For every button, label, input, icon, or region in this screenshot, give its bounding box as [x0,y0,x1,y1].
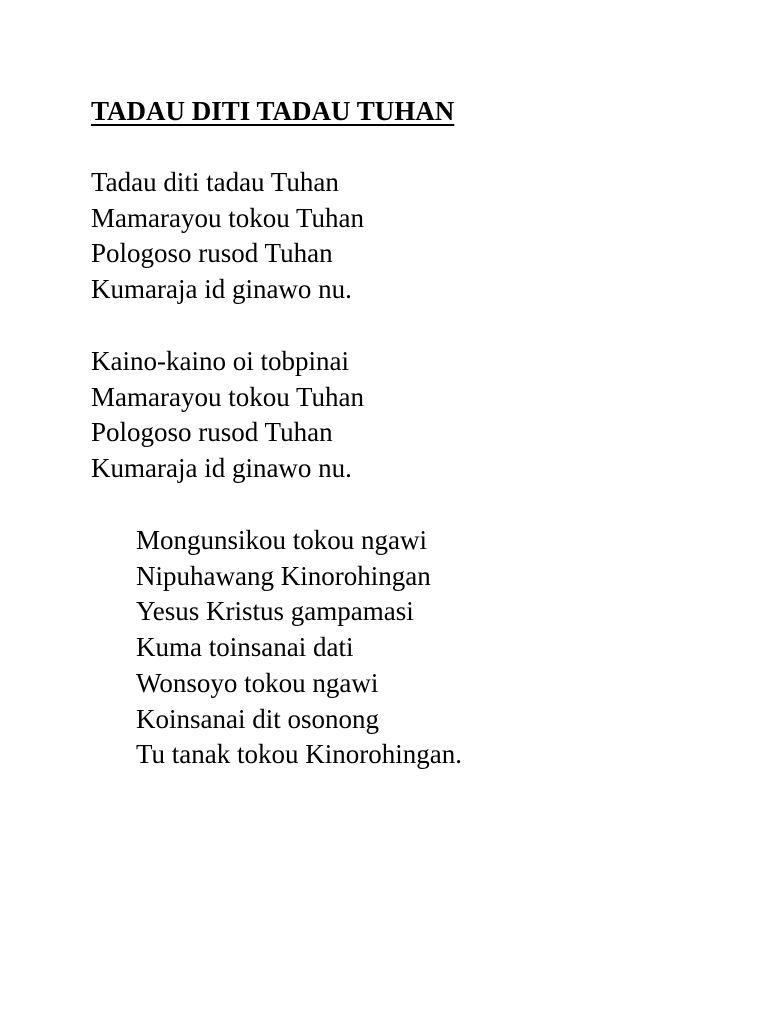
lyric-line: Tu tanak tokou Kinorohingan. [136,739,462,770]
lyric-line: Mamarayou tokou Tuhan [91,202,364,233]
lyric-line: Pologoso rusod Tuhan [91,417,333,448]
lyric-line: Kumaraja id ginawo nu. [91,274,352,305]
lyric-line: Kuma toinsanai dati [136,632,354,663]
lyric-line: Nipuhawang Kinorohingan [136,560,431,591]
lyric-line: Tadau diti tadau Tuhan [91,167,339,197]
lyric-line: Kaino-kaino oi tobpinai [91,346,349,376]
stanza-3-chorus [136,523,462,773]
lyric-line: Kumaraja id ginawo nu. [91,453,352,484]
lyric-line: Mongunsikou tokou ngawi [136,525,428,555]
lyric-line: Pologoso rusod Tuhan [91,238,333,269]
stanza-2 [91,344,364,487]
stanza-1 [91,165,364,308]
song-title: TADAU DITI TADAU TUHAN [91,96,455,126]
lyric-line: Wonsoyo tokou ngawi [136,667,379,698]
lyric-line: Yesus Kristus gampamasi [136,596,414,627]
lyric-line: Koinsanai dit osonong [136,703,379,734]
lyric-line: Mamarayou tokou Tuhan [91,381,364,412]
